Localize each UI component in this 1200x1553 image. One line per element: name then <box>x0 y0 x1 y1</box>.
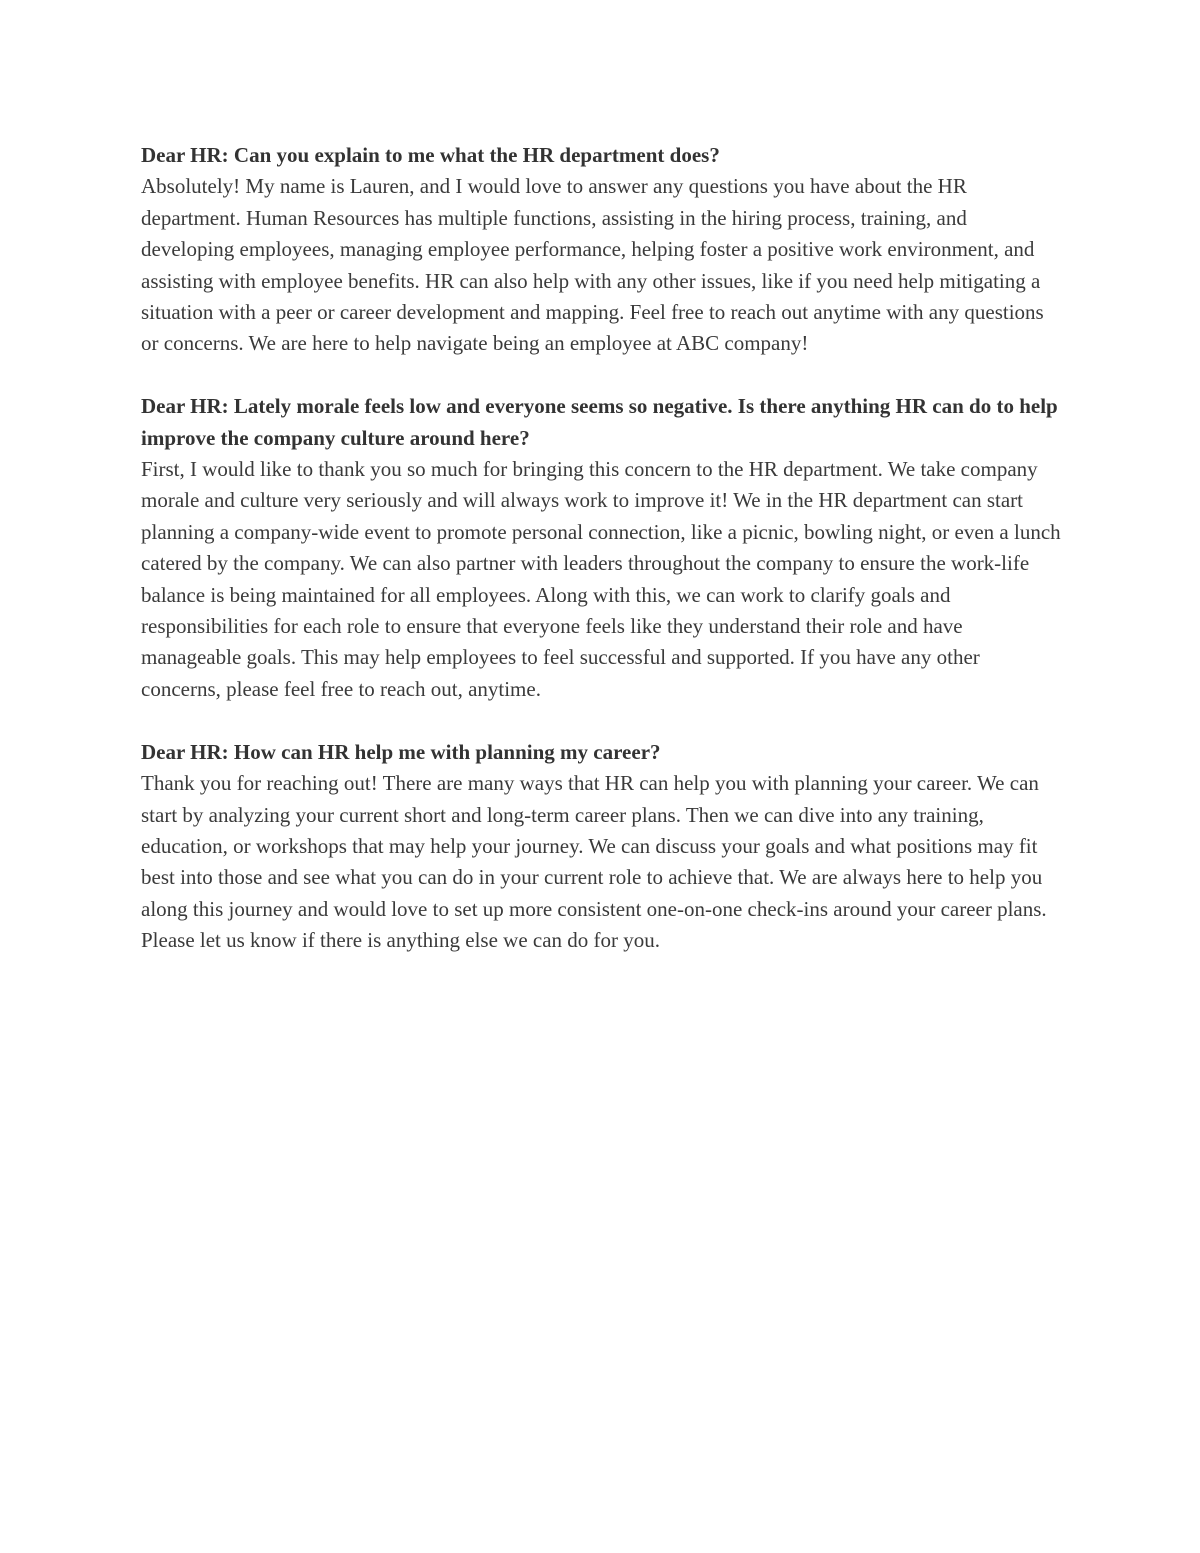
qa-entry <box>141 737 1061 957</box>
document-page <box>141 140 1061 988</box>
question-heading: Dear HR: How can HR help me with planning my career? <box>141 739 661 764</box>
answer-paragraph: First, I would like to thank you so much for bringing this concern to the HR department. We take company morale and culture very seriously and will always work to improve it! We in the HR department can start planning a company-wide event to promote personal connection, like a picnic, bowling night, or even a lunch catered by the company. We can also partner with leaders throughout the company to ensure the work-life balance is being maintained for all employees. Along with this, we can work to clarify goals and responsibilities for each role to ensure that everyone feels like they understand their role and have manageable goals. This may help employees to feel successful and supported. If you have any other concerns, please feel free to reach out, anytime. <box>141 457 1061 701</box>
question-heading: Dear HR: Lately morale feels low and everyone seems so negative. Is there anything HR can do to help improve the company culture around here? <box>141 394 1058 450</box>
question-heading: Dear HR: Can you explain to me what the HR department does? <box>141 143 720 167</box>
qa-entry <box>141 140 1061 360</box>
qa-entry <box>141 391 1061 705</box>
answer-paragraph: Absolutely! My name is Lauren, and I would love to answer any questions you have about the HR department. Human Resources has multiple functions, assisting in the hiring process, training, and developing employees, managing employee performance, helping foster a positive work environment, and assisting with employee benefits. HR can also help with any other issues, like if you need help mitigating a situation with a peer or career development and mapping. Feel free to reach out anytime with any questions or concerns. We are here to help navigate being an employee at ABC company! <box>141 174 1044 356</box>
answer-paragraph: Thank you for reaching out! There are many ways that HR can help you with planning your career. We can start by analyzing your current short and long-term career plans. Then we can dive into any training, education, or workshops that may help your journey. We can discuss your goals and what positions may fit best into those and see what you can do in your current role to achieve that. We are always here to help you along this journey and would love to set up more consistent one-on-one check-ins around your career plans. Please let us know if there is anything else we can do for you. <box>141 771 1047 953</box>
